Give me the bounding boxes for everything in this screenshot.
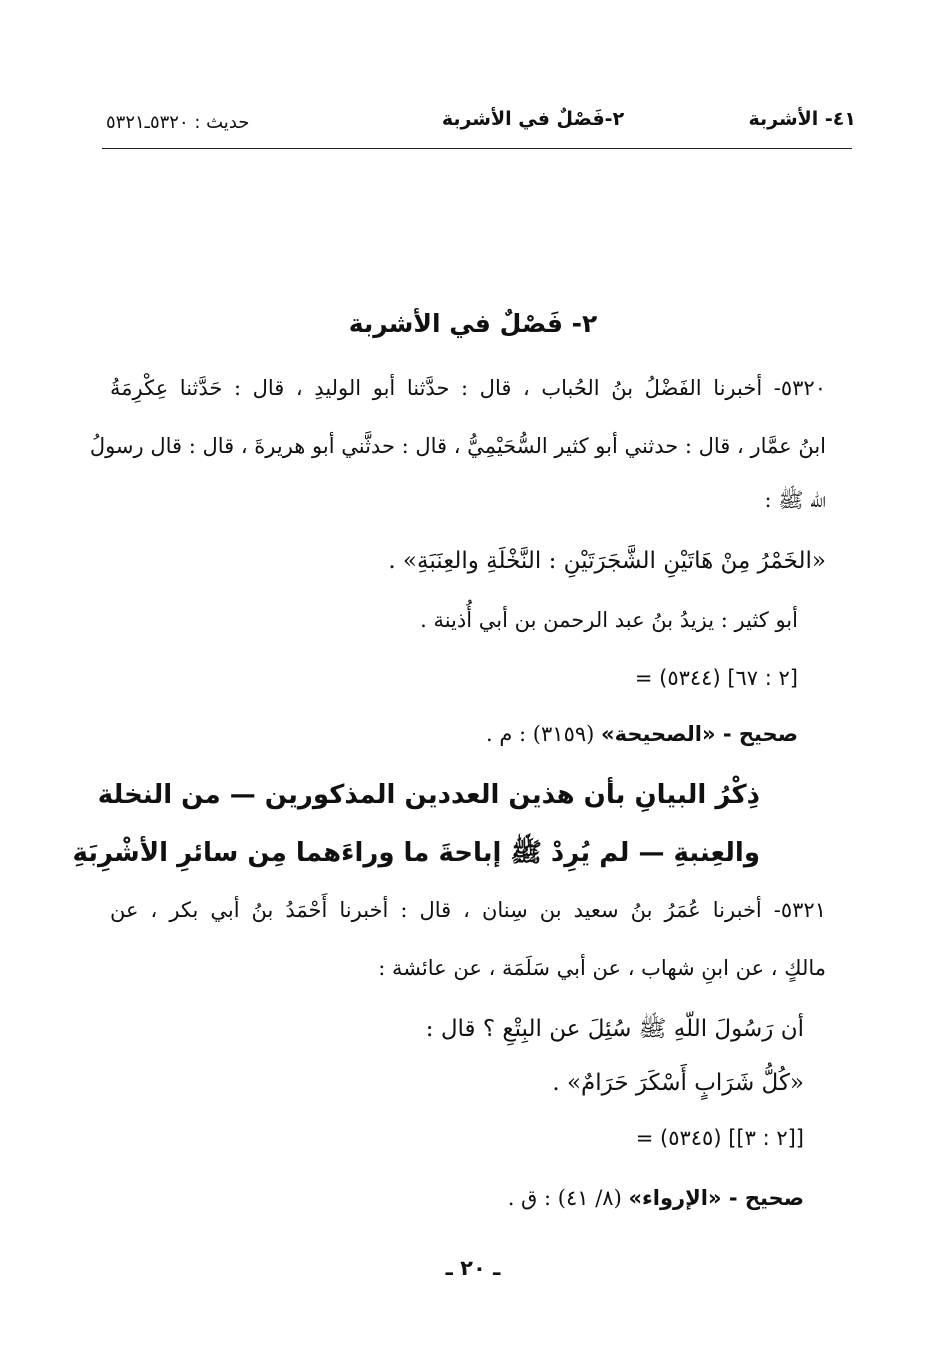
- hadith-5320-cross-reference: = (٥٣٤٤) [٢ : ٦٧]: [634, 666, 798, 690]
- hadith-5320-grade-ref: (٣١٥٩) : م .: [486, 722, 595, 746]
- chapter-title-line-1: ذِكْرُ البيانِ بأن هذين العددين المذكورين — من النخلة: [97, 780, 760, 810]
- hadith-5321-grade-ref: (٨/ ٤١) : ق .: [507, 1186, 622, 1210]
- hadith-5321-text-line-1: أن رَسُولَ اللّهِ ﷺ سُئِلَ عن البِتْعِ ؟ قال :: [425, 1016, 804, 1042]
- hadith-5320-narrator-note: أبو كثير : يزيدُ بنُ عبد الرحمن بن أبي أُذينة .: [420, 608, 798, 632]
- hadith-5321-grade-label: صحيح - «الإرواء»: [628, 1186, 804, 1210]
- header-book-title: ٤١- الأشربة: [748, 108, 856, 130]
- header-rule: [102, 148, 852, 149]
- section-heading: ٢- فَصْلٌ في الأشربة: [348, 309, 598, 338]
- hadith-5321-cross-reference: = (٥٣٤٥) [[٢ : ٣]]: [635, 1126, 804, 1150]
- hadith-5321-isnad-line-2: مالكٍ ، عن ابنِ شهاب ، عن أبي سَلَمَة ، عن عائشة :: [378, 956, 826, 980]
- hadith-5320-grade-label: صحيح - «الصحيحة»: [601, 722, 798, 746]
- hadith-5320-isnad-line-1: ٥٣٢٠- أخبرنا الفَضْلُ بنُ الحُباب ، قال : حدَّثنا أبو الوليدِ ، قال : حَدَّثنا عِكْرِمَةُ: [110, 376, 826, 400]
- hadith-5321-grade: [508, 1186, 804, 1210]
- header-hadith-range: حديث : ٥٣٢٠ـ٥٣٢١: [106, 112, 250, 133]
- hadith-5321-isnad-line-1: ٥٣٢١- أخبرنا عُمَرُ بنُ سعيد بن سِنان ، قال : أخبرنا أَحْمَدُ بنُ أبي بكر ، عن: [110, 898, 826, 922]
- hadith-5320-isnad-line-3: اللّه ﷺ :: [764, 488, 826, 512]
- hadith-5321-text-line-2: «كُلُّ شَرَابٍ أَسْكَرَ حَرَامٌ» .: [552, 1070, 804, 1096]
- hadith-5320-text: «الخَمْرُ مِنْ هَاتَيْنِ الشَّجَرَتَيْنِ : النَّخْلَةِ والعِنَبَةِ» .: [388, 548, 826, 574]
- hadith-5320-isnad-line-2: ابنُ عمَّار ، قال : حدثني أبو كثير السُّحَيْمِيُّ ، قال : حدثَّني أبو هريرةَ ، قال : قال رسولُ: [89, 434, 826, 458]
- hadith-5320-grade: [486, 722, 798, 746]
- chapter-title-line-2: والعِنبةِ — لم يُرِدْ ﷺ إباحةَ ما وراءَهما مِن سائرِ الأشْرِبَةِ: [72, 838, 760, 868]
- page-number: ـ ٢٠ ـ: [445, 1256, 501, 1280]
- header-section-title: ٢-فَصْلٌ في الأشربة: [441, 108, 625, 130]
